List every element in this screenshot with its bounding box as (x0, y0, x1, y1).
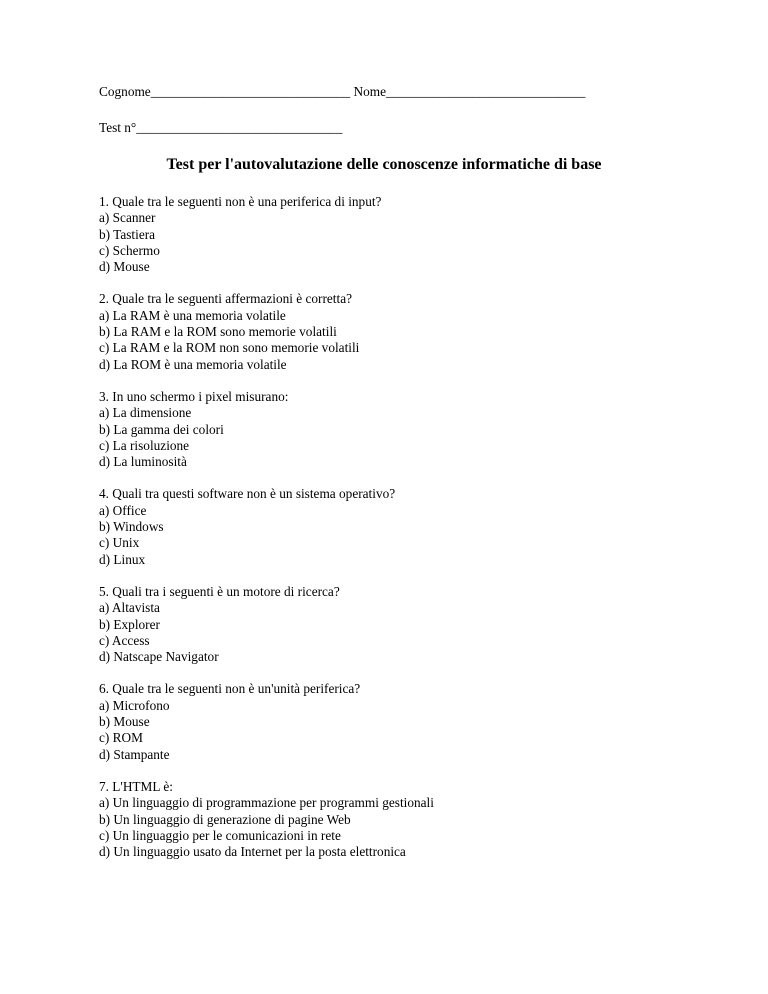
answer-option: d) Linux (99, 551, 146, 567)
answer-option: a) Altavista (99, 600, 160, 616)
answer-option: d) Mouse (99, 259, 150, 275)
answer-option: a) Microfono (99, 697, 170, 713)
question-text: 7. L'HTML è: (99, 778, 173, 794)
answer-option: c) Schermo (99, 242, 160, 258)
question-3 (99, 389, 719, 470)
question-7 (99, 779, 719, 860)
answer-option: d) Stampante (99, 746, 170, 762)
question-6 (99, 681, 719, 762)
question-text: 4. Quali tra questi software non è un sistema operativo? (99, 486, 396, 502)
answer-option: d) Natscape Navigator (99, 649, 219, 665)
test-number-line: Test n°_______________________________ (99, 120, 343, 135)
question-1 (99, 194, 719, 275)
answer-option: a) La RAM è una memoria volatile (99, 307, 286, 323)
answer-option: a) Office (99, 502, 147, 518)
answer-option: c) La RAM e la ROM non sono memorie volatili (99, 340, 360, 356)
question-text: 1. Quale tra le seguenti non è una periferica di input? (99, 194, 382, 209)
answer-option: b) Un linguaggio di generazione di pagine Web (99, 811, 351, 827)
answer-option: d) La ROM è una memoria volatile (99, 356, 287, 372)
answer-option: b) Windows (99, 519, 164, 535)
question-5 (99, 584, 719, 665)
answer-option: b) La RAM e la ROM sono memorie volatili (99, 324, 337, 340)
answer-option: a) Scanner (99, 210, 156, 226)
question-text: 5. Quali tra i seguenti è un motore di ricerca? (99, 583, 340, 599)
question-text: 6. Quale tra le seguenti non è un'unità periferica? (99, 681, 361, 697)
answer-option: c) Un linguaggio per le comunicazioni in rete (99, 827, 341, 843)
document-title: Test per l'autovalutazione delle conoscenze informatiche di base (166, 156, 602, 173)
answer-option: b) Tastiera (99, 226, 156, 242)
question-text: 3. In uno schermo i pixel misurano: (99, 388, 289, 404)
answer-option: b) La gamma dei colori (99, 421, 224, 437)
answer-option: d) Un linguaggio usato da Internet per la posta elettronica (99, 844, 406, 860)
answer-option: c) Unix (99, 535, 140, 551)
answer-option: c) ROM (99, 730, 143, 746)
answer-option: d) La luminosità (99, 454, 187, 470)
answer-option: b) Explorer (99, 616, 160, 632)
answer-option: b) Mouse (99, 714, 150, 730)
document-page (99, 84, 719, 876)
question-text: 2. Quale tra le seguenti affermazioni è corretta? (99, 291, 353, 307)
answer-option: a) Un linguaggio di programmazione per programmi gestionali (99, 795, 434, 811)
questions-list (99, 194, 719, 860)
question-2 (99, 291, 719, 372)
answer-option: c) La risoluzione (99, 437, 190, 453)
answer-option: c) Access (99, 632, 150, 648)
surname-name-line: Cognome______________________________ Nome______________________________ (99, 84, 586, 99)
answer-option: a) La dimensione (99, 405, 192, 421)
question-4 (99, 486, 719, 567)
